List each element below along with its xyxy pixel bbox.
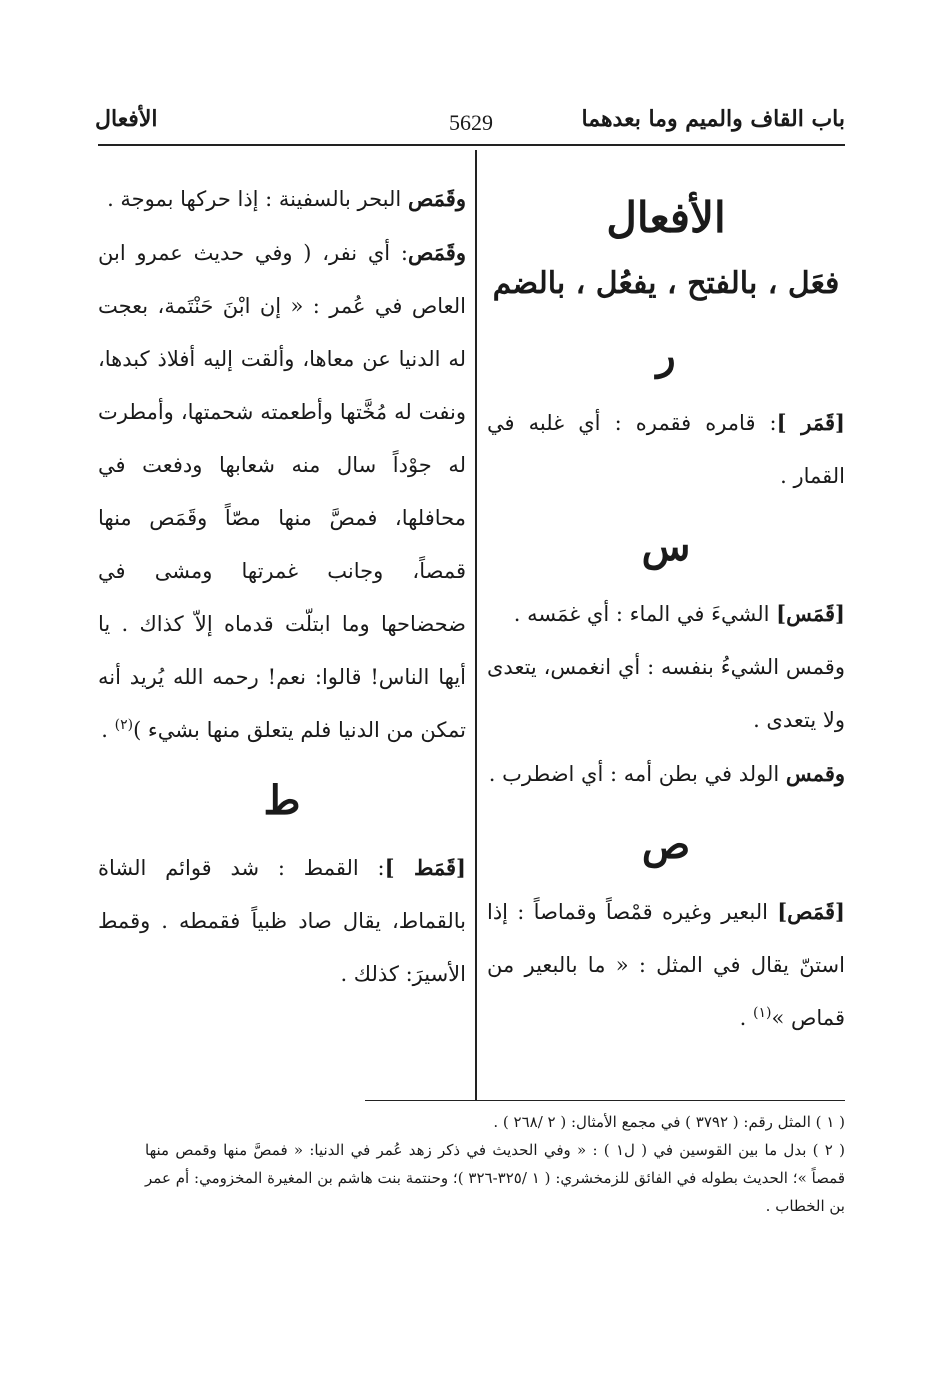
footnote-1: ( ١ ) المثل رقم: ( ٣٧٩٢ ) في مجمع الأمثال: ( ٢ /٢٦٨ ) . — [493, 1113, 845, 1131]
entry-headword: [قَمَص] — [777, 899, 845, 924]
page-number: 5629 — [449, 110, 493, 135]
letter-heading-sad: ص — [641, 821, 691, 868]
footnotes — [145, 1108, 845, 1220]
letter-heading-ta: ط — [263, 777, 301, 824]
column-divider — [475, 150, 477, 1100]
footnote-rule — [365, 1100, 845, 1101]
entry-qamas — [487, 587, 845, 641]
entry-end: . — [101, 718, 115, 742]
entry-text: البحر بالسفينة : إذا حركها بموجة . — [107, 187, 408, 211]
entry-qamat — [98, 841, 466, 1001]
entry-headword: [قَمَط ] — [384, 855, 466, 880]
entry-text: الشيءَ في الماء : أي غمَسه . — [513, 602, 777, 626]
entry-qamas-cont: وقمس الشيءُ بنفسه : أي انغمس، يتعدى ولا يتعدى . — [487, 655, 845, 732]
left-column — [98, 172, 466, 1001]
footnote-2: ( ٢ ) بدل ما بين القوسين في ( ل١ ) : « وفي الحديث في ذكر زهد عُمر في الدنيا: « فمصَّ منها وقمص منها قمصاً »؛ الحديث بطوله في الفائق للزمخشري: ( ١ /٣٢٥-٣٢٦ )؛ وحنتمة بنت هاشم بن المغيرة المخزومي: أم عمر بن الخطاب . — [145, 1141, 846, 1215]
entry-text: : أي نفر، ( وفي حديث عمرو ابن العاص في عُمر : « إن ابْنَ حَنْتَمة، بعجت له الدنيا عن معاها، وألقت إليه أفلاذ كبدها، ونفت له مُخَّتها وأطعمته شحمتها، وأمطرت له جوْداً سال منه شعابها ودفعت في محافلها، فمصَّ منها مصّاً وقَمَص منها قمصاً، وجانب غمرتها ومشى في ضحضاحها وما ابتلّت قدماه إلاّ كذاك . يا أيها الناس! قالوا: نعم! رحمه الله يُريد أنه تمكن من الدنيا فلم يتعلق منها بشيء ) — [98, 241, 466, 742]
entry-headword: [قَمَس] — [776, 601, 845, 626]
footnote-ref-1: (١) — [753, 1005, 772, 1021]
entry-text: : قامره فقمره : أي غلبه في القمار . — [487, 411, 845, 488]
letter-heading-ra: ر — [656, 332, 676, 379]
entry-qamas-walad — [487, 747, 845, 801]
entry-text: الولد في بطن أمه : أي اضطرب . — [488, 762, 786, 786]
entry-headword: [قَمَر ] — [776, 410, 845, 435]
footnote-ref-2: (٢) — [114, 717, 134, 733]
entry-headword: وقَمَص — [407, 186, 466, 211]
entry-headword: وقمس — [785, 761, 845, 786]
entry-qamas-nafar — [98, 226, 466, 757]
entry-end: . — [739, 1006, 754, 1030]
entry-qamar — [487, 396, 845, 503]
right-column — [487, 180, 845, 1045]
entry-headword: وقَمَص — [407, 240, 466, 265]
entry-qamas-bahr — [98, 172, 466, 226]
header-rule — [98, 144, 845, 146]
running-head-section: الأفعال — [95, 106, 158, 132]
running-head-chapter: باب القاف والميم وما بعدهما — [581, 106, 845, 132]
page-header — [95, 100, 845, 140]
entry-text: : القمط : شد قوائم الشاة بالقماط، يقال صاد ظبياً فقمطه . وقمط الأسيرَ: كذلك . — [98, 856, 466, 986]
entry-qamas-sad — [487, 885, 845, 1045]
letter-heading-sin: س — [641, 523, 691, 570]
section-title: الأفعال — [606, 193, 726, 242]
section-subtitle: فعَل ، بالفتح ، يفعُل ، بالضم — [492, 266, 840, 301]
entry-text: البعير وغيره قمْصاً وقماصاً : إذا استنّ يقال في المثل : « ما بالبعير من قماص » — [487, 900, 845, 1030]
